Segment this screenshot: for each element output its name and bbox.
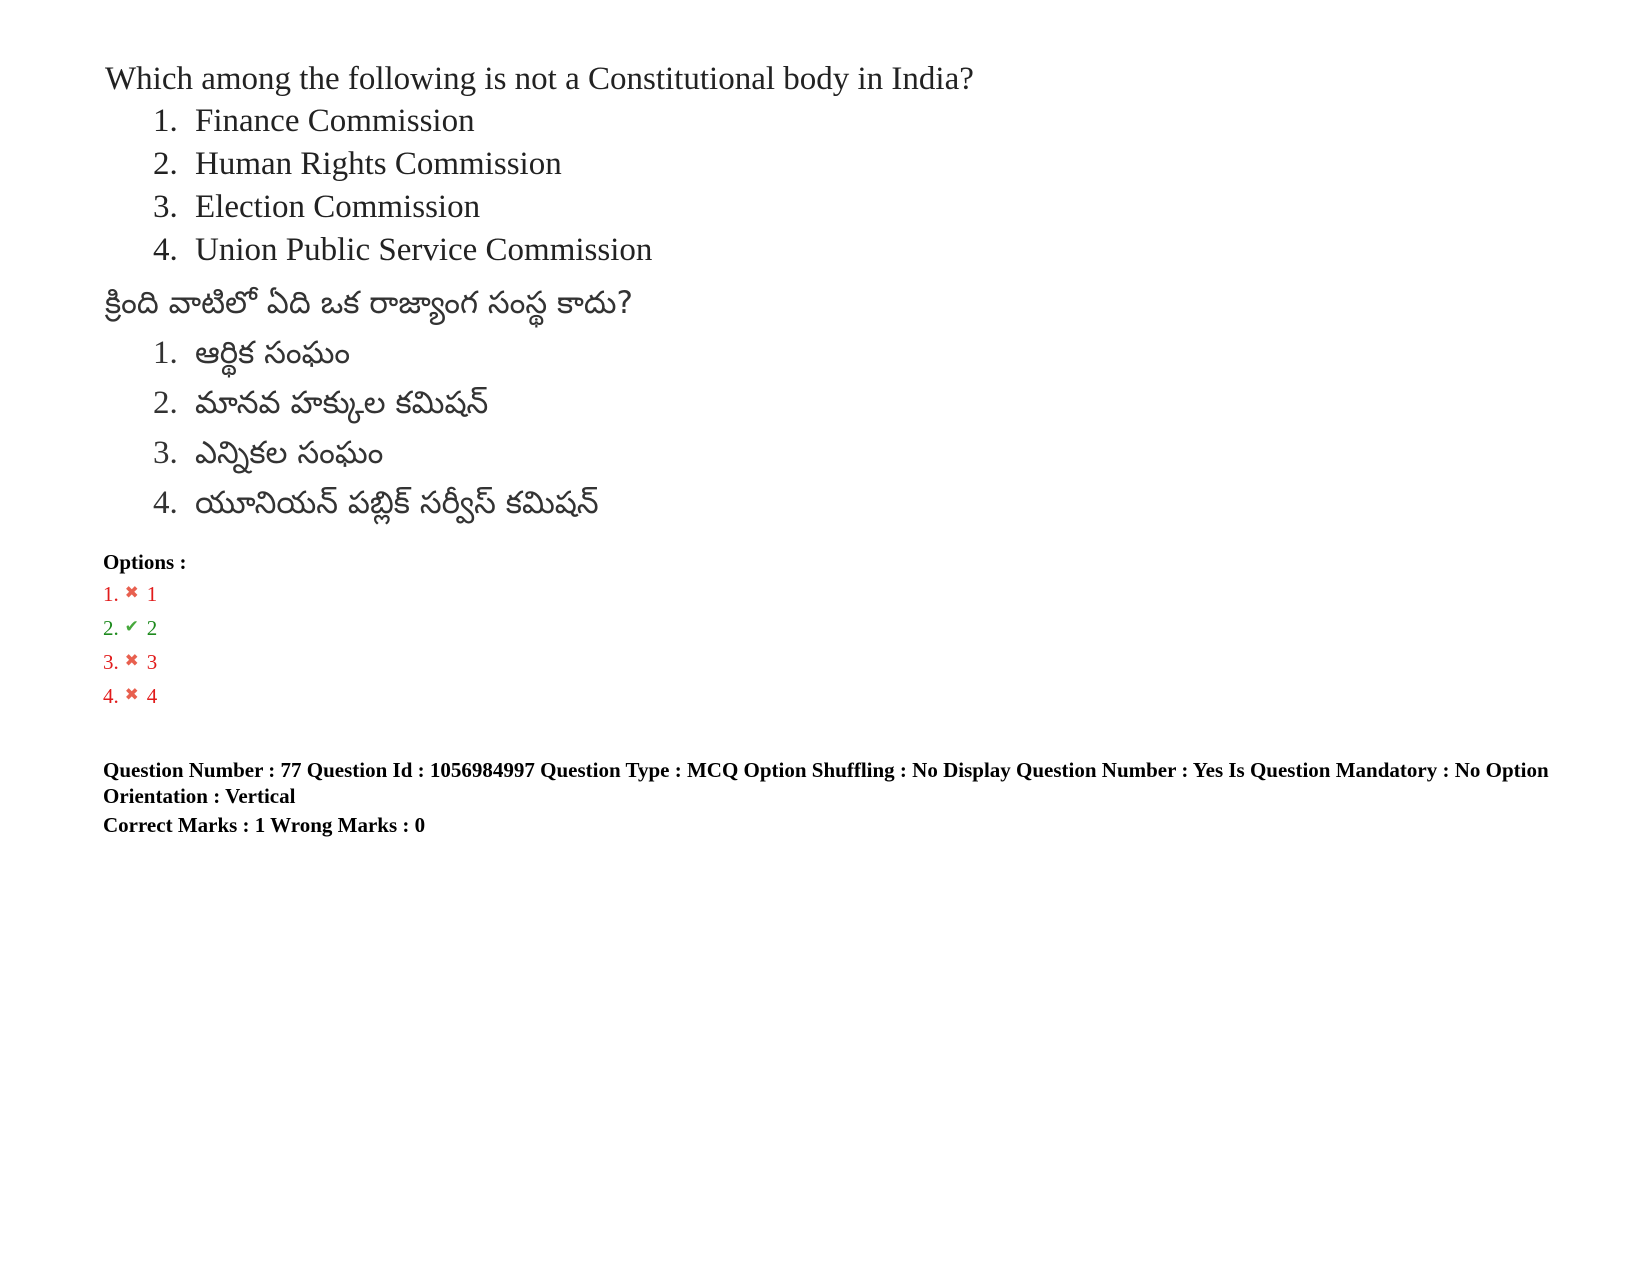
check-icon: ✔ bbox=[124, 617, 139, 637]
telugu-option-4 bbox=[105, 478, 1105, 528]
marks-info: Correct Marks : 1 Wrong Marks : 0 bbox=[103, 813, 426, 837]
answer-value: 2 bbox=[146, 616, 158, 640]
option-text: మానవ హక్కుల కమిషన్ bbox=[195, 385, 489, 421]
answer-option-3 bbox=[103, 644, 186, 678]
option-text: Election Commission bbox=[195, 189, 481, 225]
option-number: 2. bbox=[153, 385, 178, 421]
answer-number: 3. bbox=[103, 650, 119, 674]
english-option-3 bbox=[105, 186, 1105, 229]
english-option-2 bbox=[105, 143, 1105, 186]
cross-icon: ✖ bbox=[124, 685, 139, 705]
answer-option-1 bbox=[103, 576, 186, 610]
telugu-option-3 bbox=[105, 428, 1105, 478]
answer-option-4 bbox=[103, 678, 186, 712]
telugu-options-list bbox=[105, 328, 1105, 528]
cross-icon: ✖ bbox=[124, 651, 139, 671]
answer-value: 4 bbox=[146, 684, 158, 708]
option-text: ఎన్నికల సంఘం bbox=[195, 435, 384, 471]
question-metadata: Question Number : 77 Question Id : 1056984997 Question Type : MCQ Option Shuffling : No Display Question Number : Yes Is Question Mandatory : No Option Orientation : Vertical bbox=[103, 758, 1549, 808]
cross-icon: ✖ bbox=[124, 583, 139, 603]
option-text: Finance Commission bbox=[195, 103, 475, 139]
answer-value: 3 bbox=[146, 650, 158, 674]
option-text: Union Public Service Commission bbox=[195, 232, 653, 268]
answer-option-2 bbox=[103, 610, 186, 644]
answer-number: 1. bbox=[103, 582, 119, 606]
option-number: 4. bbox=[153, 485, 178, 521]
option-number: 3. bbox=[153, 189, 178, 225]
english-option-1 bbox=[105, 100, 1105, 143]
question-text-telugu: క్రింది వాటిలో ఏది ఒక రాజ్యాంగ సంస్థ కాదు? bbox=[105, 285, 633, 321]
telugu-option-2 bbox=[105, 378, 1105, 428]
option-text: ఆర్థిక సంఘం bbox=[195, 335, 351, 371]
question-image bbox=[105, 58, 1105, 528]
answer-options bbox=[103, 548, 186, 712]
answer-number: 4. bbox=[103, 684, 119, 708]
option-number: 3. bbox=[153, 435, 178, 471]
option-number: 4. bbox=[153, 232, 178, 268]
option-text: యూనియన్ పబ్లిక్ సర్వీస్ కమిషన్ bbox=[195, 485, 599, 521]
option-number: 1. bbox=[153, 103, 178, 139]
telugu-option-1 bbox=[105, 328, 1105, 378]
option-number: 1. bbox=[153, 335, 178, 371]
options-heading: Options : bbox=[103, 550, 187, 574]
english-option-4 bbox=[105, 229, 1105, 272]
question-text-english: Which among the following is not a Constitutional body in India? bbox=[105, 61, 974, 97]
english-options-list bbox=[105, 100, 1105, 272]
option-number: 2. bbox=[153, 146, 178, 182]
answer-value: 1 bbox=[146, 582, 158, 606]
option-text: Human Rights Commission bbox=[195, 146, 562, 182]
answer-number: 2. bbox=[103, 616, 119, 640]
